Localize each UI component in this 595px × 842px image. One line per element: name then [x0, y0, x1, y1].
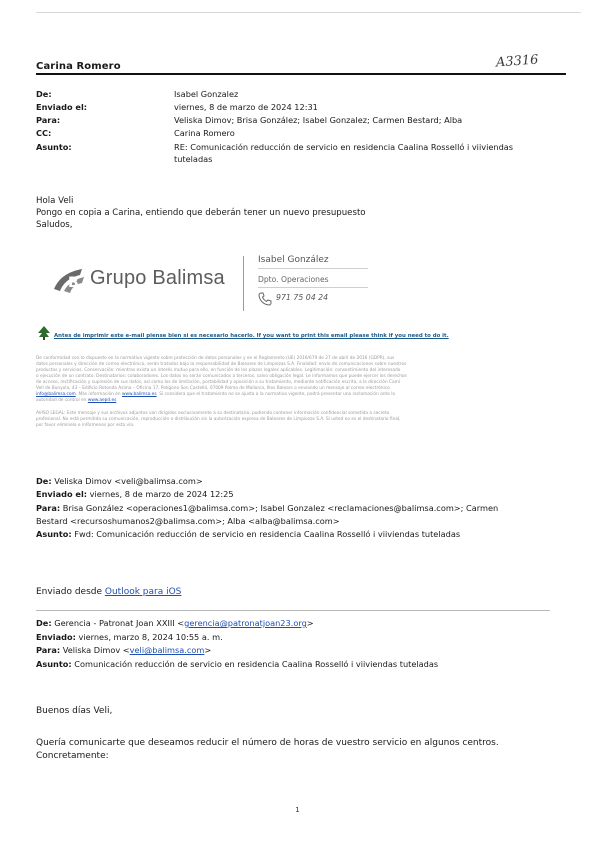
- fwd1-sent: [36, 489, 556, 500]
- legal-privacy-line-1: De conformidad con lo dispuesto en la normativa vigente sobre protección de datos personales y en el Reglamento (UE) 2016/679 de 27 de abril de 2016 (GDPR), sus: [36, 356, 395, 361]
- cc-value: Carina Romero: [174, 128, 235, 138]
- fwd1-from-label: De:: [36, 476, 52, 486]
- owner-rule: [36, 73, 566, 75]
- subject-label: Asunto:: [36, 142, 72, 152]
- legal-web-link[interactable]: www.balimsa.es: [121, 392, 157, 397]
- fwd2-subject: [36, 659, 556, 670]
- fwd2-subject-label: Asunto:: [36, 659, 72, 669]
- signature-dept-rule: [258, 287, 368, 288]
- legal-privacy-line-5: de acceso, rectificación y supresión de sus datos, así como los de limitación, portabilidad y oposición a su tratamiento, mediante notificación escrita, a la dirección Camí: [36, 380, 401, 385]
- body-line: Pongo en copia a Carina, entiendo que deberán tener un nuevo presupuesto: [36, 208, 366, 218]
- to-value: Veliska Dimov; Brisa González; Isabel Gonzalez; Carmen Bestard; Alba: [174, 115, 463, 125]
- top-rule: [36, 12, 581, 13]
- subject-value-line1: RE: Comunicación reducción de servicio en residencia Caalina Rosselló i viiviendas: [174, 142, 514, 152]
- legal-notice-line-1: AVISO LEGAL: Este mensaje y sus archivos adjuntos van dirigidos exclusivamente a su destinatario, pudiendo contener información confidencial sometida a secreto: [36, 411, 390, 416]
- body2-line2: Concretamente:: [36, 751, 109, 761]
- legal-privacy-line-4: o ejecución de un contrato. Destinatarios: colaboradores. Los datos no serán comunicados a terceros, salvo obligación legal. Le informamos que puede ejercer los derechos: [36, 374, 407, 379]
- fwd2-from-end: >: [306, 618, 314, 628]
- greeting: Hola Veli: [36, 196, 74, 206]
- fwd2-from: [36, 618, 556, 629]
- sent-from: [36, 587, 181, 597]
- body2-line1: Quería comunicarte que deseamos reducir el número de horas de vuestro servicio en algunos centros.: [36, 738, 499, 748]
- sent-value: viernes, 8 de marzo de 2024 12:31: [174, 102, 318, 112]
- company-name: Grupo Balimsa: [90, 267, 225, 289]
- fwd1-from-value: Veliska Dimov <veli@balimsa.com>: [54, 476, 203, 486]
- legal-privacy-line-2: datos personales y dirección de correo electrónico, serán tratados bajo la responsabilidad de Baleares de Limpiezas S.A. Finalidad: envío de comunicaciones sobre nuestros: [36, 362, 407, 367]
- fwd1-subject-label: Asunto:: [36, 529, 72, 539]
- svg-text:B: B: [68, 275, 79, 291]
- page-number: 1: [295, 806, 300, 814]
- cc-label: CC:: [36, 128, 52, 138]
- legal-more-info: . Más información en: [75, 392, 121, 397]
- legal-privacy-line-6: Vell de Bunyola, 43 – Edificio Rotonda Asima – Oficina 17, Polígono Son Castelló, 07009 Palma de Mallorca, Illes Balears o enviando un mensaje al correo electrónico: [36, 386, 390, 391]
- tree-icon: [36, 325, 52, 345]
- legal-email-link[interactable]: info@balimsa.com: [36, 392, 76, 397]
- fwd2-to: [36, 645, 556, 656]
- handwritten-stamp: A3316: [495, 52, 539, 71]
- fwd2-to-end: >: [204, 645, 212, 655]
- fwd2-sent-label: Enviado:: [36, 632, 76, 642]
- outlook-ios-link[interactable]: Outlook para iOS: [104, 587, 182, 597]
- eco-notice: Antes de imprimir este e-mail piense bien si es necesario hacerlo. If you want to print this email please think if you need to do it.: [54, 333, 449, 339]
- legal-aepd-link[interactable]: www.aepd.es: [87, 398, 117, 403]
- signature-divider: [243, 256, 244, 311]
- fwd2-subject-value: Comunicación reducción de servicio en residencia Caalina Rosselló i viiviendas tuteladas: [74, 659, 439, 669]
- from-value: Isabel Gonzalez: [174, 89, 239, 99]
- signature-name: Isabel González: [258, 255, 329, 265]
- fwd1-sent-label: Enviado el:: [36, 489, 88, 499]
- fwd1-sent-value: viernes, 8 de marzo de 2024 12:25: [89, 489, 234, 499]
- signature-phone: 971 75 04 24: [276, 293, 329, 302]
- fwd1-subject: [36, 529, 556, 540]
- signature-name-rule: [258, 268, 368, 269]
- fwd1-to-line2: Bestard <recursoshumanos2@balimsa.com>; Alba <alba@balimsa.com>: [36, 516, 340, 526]
- fwd2-sent: [36, 632, 556, 643]
- fwd2-from-link[interactable]: gerencia@patronatjoan23.org: [184, 618, 307, 628]
- fwd2-to-link[interactable]: veli@balimsa.com: [129, 645, 205, 655]
- legal-authority-text: autoridad de control en: [36, 398, 87, 403]
- legal-privacy-line-8: [36, 398, 556, 404]
- fwd1-subject-value: Fwd: Comunicación reducción de servicio en residencia Caalina Rosselló i viiviendas tuteladas: [74, 529, 461, 539]
- legal-privacy-line-3: productos y servicios. Conservación: mientras exista un interés mutuo para ello, en función de los plazos legales aplicables. Legitimación: consentimiento del interesado: [36, 368, 401, 373]
- fwd1-to: [36, 503, 556, 514]
- closing: Saludos,: [36, 220, 73, 230]
- to-label: Para:: [36, 115, 61, 125]
- mailbox-owner-name: Carina Romero: [36, 61, 121, 72]
- greeting2: Buenos días Veli,: [36, 706, 113, 716]
- fwd2-to-text: Veliska Dimov <: [62, 645, 130, 655]
- fwd2-from-text: Gerencia - Patronat Joan XXIII <: [54, 618, 185, 628]
- fwd1-from: [36, 476, 556, 487]
- from-label: De:: [36, 89, 52, 99]
- forward-separator: [36, 610, 550, 611]
- legal-claim-text: . Si considera que el tratamiento no se ajusta a la normativa vigente, podrá presentar una reclamación ante la: [156, 392, 396, 397]
- subject-value-line2: tuteladas: [174, 154, 213, 164]
- legal-notice-line-3: por favor elimínelo e infórmenos por esta vía.: [36, 423, 135, 428]
- legal-privacy-line-7: [36, 392, 556, 398]
- phone-icon: [258, 291, 272, 310]
- fwd1-to-label: Para:: [36, 503, 61, 513]
- signature-department: Dpto. Operaciones: [258, 275, 329, 284]
- sent-from-prefix: Enviado desde: [36, 587, 103, 597]
- sent-label: Enviado el:: [36, 102, 88, 112]
- fwd2-to-label: Para:: [36, 645, 61, 655]
- fwd1-to-value-line1: Brisa González <operaciones1@balimsa.com>; Isabel Gonzalez <reclamaciones@balimsa.com>; Carmen: [62, 503, 499, 513]
- fwd2-from-label: De:: [36, 618, 52, 628]
- company-logo-icon: [50, 265, 86, 299]
- fwd2-sent-value: viernes, marzo 8, 2024 10:55 a. m.: [78, 632, 223, 642]
- legal-notice-line-2: profesional. No está permitida su comunicación, reproducción o distribución sin la autorización expresa de Baleares de Limpiezas S.A. Si usted no es el destinatario final,: [36, 417, 401, 422]
